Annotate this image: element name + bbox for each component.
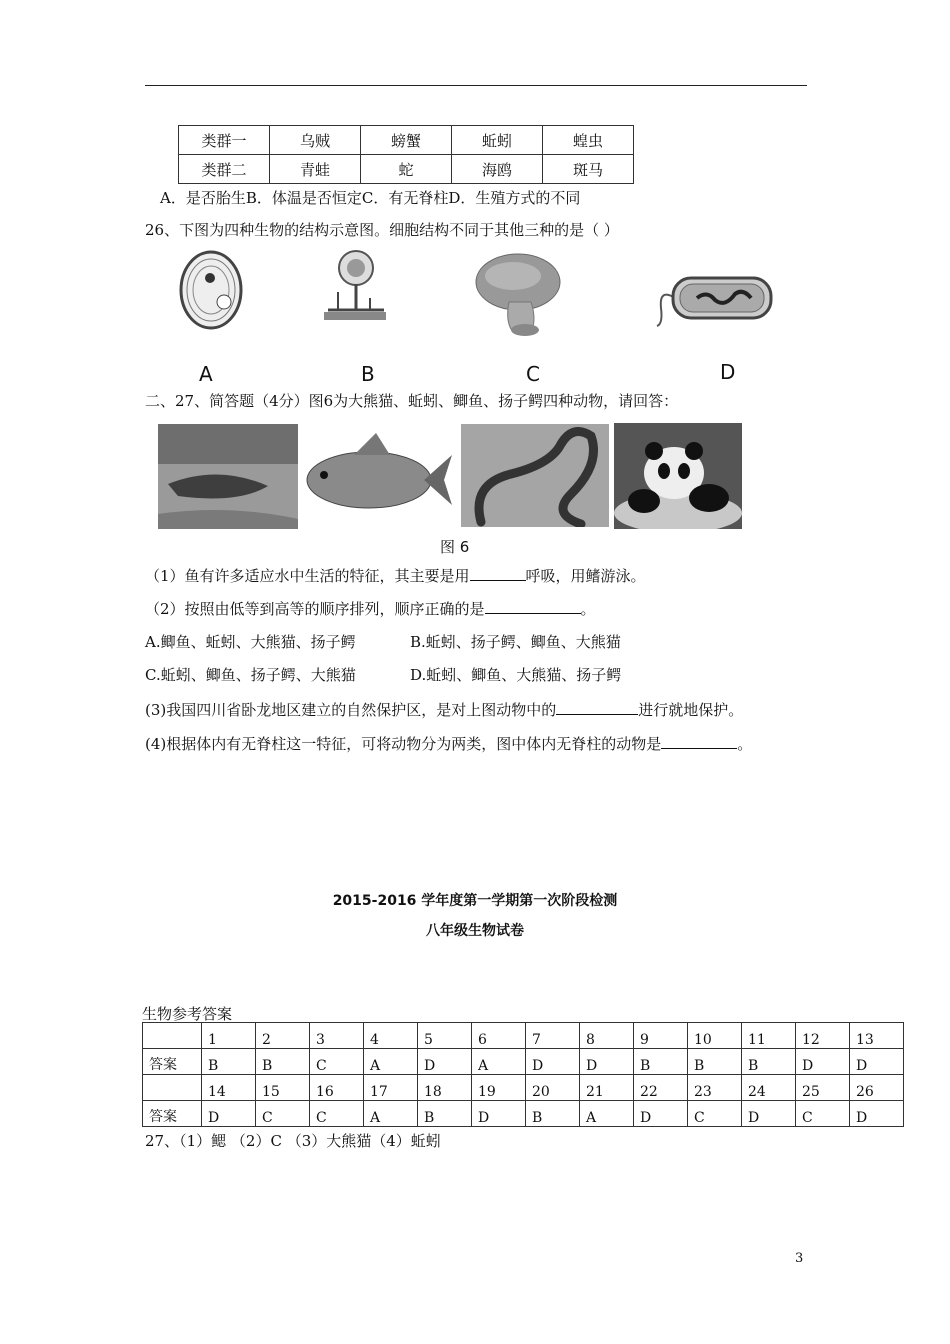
- mold-drawing: [318, 248, 390, 326]
- table-cell: 22: [634, 1075, 688, 1101]
- q27-sub2-text: （2）按照由低等到高等的顺序排列，顺序正确的是: [145, 600, 485, 618]
- crucian-carp-photo: [304, 425, 454, 525]
- yeast-cell-drawing: [176, 250, 246, 330]
- table-cell: A: [364, 1049, 418, 1075]
- option-label: C: [526, 362, 540, 386]
- table-cell: 7: [526, 1023, 580, 1049]
- q26-stem: 26、下图为四种生物的结构示意图。细胞结构不同于其他三种的是（ ）: [145, 221, 619, 239]
- q27-option-b: B.蚯蚓、扬子鳄、鲫鱼、大熊猫: [410, 633, 621, 651]
- table-cell: 19: [472, 1075, 526, 1101]
- q27-sub2: [145, 598, 596, 619]
- q27-sub4-text: (4)根据体内有无脊柱这一特征，可将动物分为两类，图中体内无脊柱的动物是: [145, 735, 662, 753]
- answer-blank[interactable]: [470, 566, 526, 581]
- table-row: [143, 1023, 904, 1049]
- answer-blank[interactable]: [556, 700, 638, 715]
- table-cell: 10: [688, 1023, 742, 1049]
- panda-photo: [614, 423, 742, 529]
- earthworm-photo: [461, 424, 609, 527]
- table-cell: D: [742, 1101, 796, 1127]
- table-cell: 蝗虫: [543, 126, 634, 155]
- q27-sub1-text-end: 呼吸，用鳍游泳。: [525, 567, 646, 585]
- table-cell: 螃蟹: [361, 126, 452, 155]
- table-row: [143, 1049, 904, 1075]
- mushroom-drawing: [473, 250, 563, 338]
- figure-caption: 图 6: [440, 538, 470, 556]
- table-cell: D: [796, 1049, 850, 1075]
- table-cell: 类群一: [179, 126, 270, 155]
- table-cell: 2: [256, 1023, 310, 1049]
- table-cell: 乌贼: [270, 126, 361, 155]
- table-cell: 蛇: [361, 155, 452, 184]
- option-label: A: [199, 362, 213, 386]
- table-cell: B: [688, 1049, 742, 1075]
- table-cell: 24: [742, 1075, 796, 1101]
- answer-blank[interactable]: [485, 599, 581, 614]
- table-cell: 25: [796, 1075, 850, 1101]
- table-cell: D: [850, 1049, 904, 1075]
- table-cell: 17: [364, 1075, 418, 1101]
- table-row: [143, 1101, 904, 1127]
- table-cell: B: [418, 1101, 472, 1127]
- table-cell: B: [256, 1049, 310, 1075]
- table-cell: C: [310, 1049, 364, 1075]
- q27-option-d: D.蚯蚓、鲫鱼、大熊猫、扬子鳄: [410, 666, 622, 684]
- table-cell: 6: [472, 1023, 526, 1049]
- table-cell: D: [526, 1049, 580, 1075]
- q27-option-c: C.蚯蚓、鲫鱼、扬子鳄、大熊猫: [145, 666, 356, 684]
- answer-table: [142, 1022, 904, 1127]
- q27-sub1: [145, 565, 646, 586]
- table-cell: A: [472, 1049, 526, 1075]
- q27-sub3-text-end: 进行就地保护。: [638, 701, 744, 719]
- table-row: [143, 1075, 904, 1101]
- table-cell: 斑马: [543, 155, 634, 184]
- table-cell: 11: [742, 1023, 796, 1049]
- answer-blank[interactable]: [661, 734, 737, 749]
- q25-options: A．是否胎生B．体温是否恒定C．有无脊柱D．生殖方式的不同: [160, 189, 581, 207]
- table-cell: B: [634, 1049, 688, 1075]
- table-cell: 蚯蚓: [452, 126, 543, 155]
- table-row: [179, 155, 634, 184]
- table-cell: B: [742, 1049, 796, 1075]
- table-cell: 16: [310, 1075, 364, 1101]
- table-cell: A: [364, 1101, 418, 1127]
- table-cell: C: [796, 1101, 850, 1127]
- exam-title: 2015-2016 学年度第一学期第一次阶段检测: [332, 893, 618, 909]
- table-row: [179, 126, 634, 155]
- page-number: 3: [795, 1251, 804, 1266]
- table-cell: 20: [526, 1075, 580, 1101]
- option-label: D: [720, 360, 736, 384]
- table-cell: 21: [580, 1075, 634, 1101]
- table-cell: [143, 1075, 202, 1101]
- q27-sub3: [145, 699, 743, 720]
- table-cell: B: [526, 1101, 580, 1127]
- table-cell: 3: [310, 1023, 364, 1049]
- table-cell: 答案: [143, 1101, 202, 1127]
- q27-sub4-text-end: 。: [737, 735, 753, 753]
- table-cell: 26: [850, 1075, 904, 1101]
- table-cell: 1: [202, 1023, 256, 1049]
- alligator-photo: [158, 424, 298, 529]
- table-cell: 18: [418, 1075, 472, 1101]
- table-cell: 海鸥: [452, 155, 543, 184]
- table-cell: 9: [634, 1023, 688, 1049]
- classification-table: [178, 125, 634, 184]
- table-cell: 14: [202, 1075, 256, 1101]
- option-label: B: [361, 362, 375, 386]
- table-cell: B: [202, 1049, 256, 1075]
- q27-option-a: A.鲫鱼、蚯蚓、大熊猫、扬子鳄: [145, 633, 356, 651]
- q27-sub4: [145, 733, 752, 754]
- exam-subtitle: 八年级生物试卷: [426, 923, 524, 939]
- bacterium-drawing: [655, 268, 775, 328]
- table-cell: D: [202, 1101, 256, 1127]
- table-cell: D: [634, 1101, 688, 1127]
- table-cell: C: [310, 1101, 364, 1127]
- table-cell: A: [580, 1101, 634, 1127]
- table-cell: 青蛙: [270, 155, 361, 184]
- header-rule: [145, 85, 807, 86]
- table-cell: D: [418, 1049, 472, 1075]
- table-cell: C: [256, 1101, 310, 1127]
- q27-answer: 27、（1）鳃 （2）C （3）大熊猫（4）蚯蚓: [145, 1132, 441, 1150]
- table-cell: 13: [850, 1023, 904, 1049]
- q27-sub2-text-end: 。: [580, 600, 596, 618]
- table-cell: 8: [580, 1023, 634, 1049]
- table-cell: C: [688, 1101, 742, 1127]
- table-cell: 类群二: [179, 155, 270, 184]
- q27-sub1-text: （1）鱼有许多适应水中生活的特征，其主要是用: [145, 567, 470, 585]
- table-cell: 23: [688, 1075, 742, 1101]
- table-cell: D: [850, 1101, 904, 1127]
- table-cell: 15: [256, 1075, 310, 1101]
- table-cell: 5: [418, 1023, 472, 1049]
- q27-sub3-text: (3)我国四川省卧龙地区建立的自然保护区，是对上图动物中的: [145, 701, 557, 719]
- table-cell: 答案: [143, 1049, 202, 1075]
- table-cell: [143, 1023, 202, 1049]
- table-cell: 4: [364, 1023, 418, 1049]
- table-cell: D: [472, 1101, 526, 1127]
- table-cell: 12: [796, 1023, 850, 1049]
- answer-caption: 生物参考答案: [142, 1005, 233, 1023]
- q27-stem: 二、27、简答题（4分）图6为大熊猫、蚯蚓、鲫鱼、扬子鳄四种动物，请回答：: [145, 392, 679, 410]
- table-cell: D: [580, 1049, 634, 1075]
